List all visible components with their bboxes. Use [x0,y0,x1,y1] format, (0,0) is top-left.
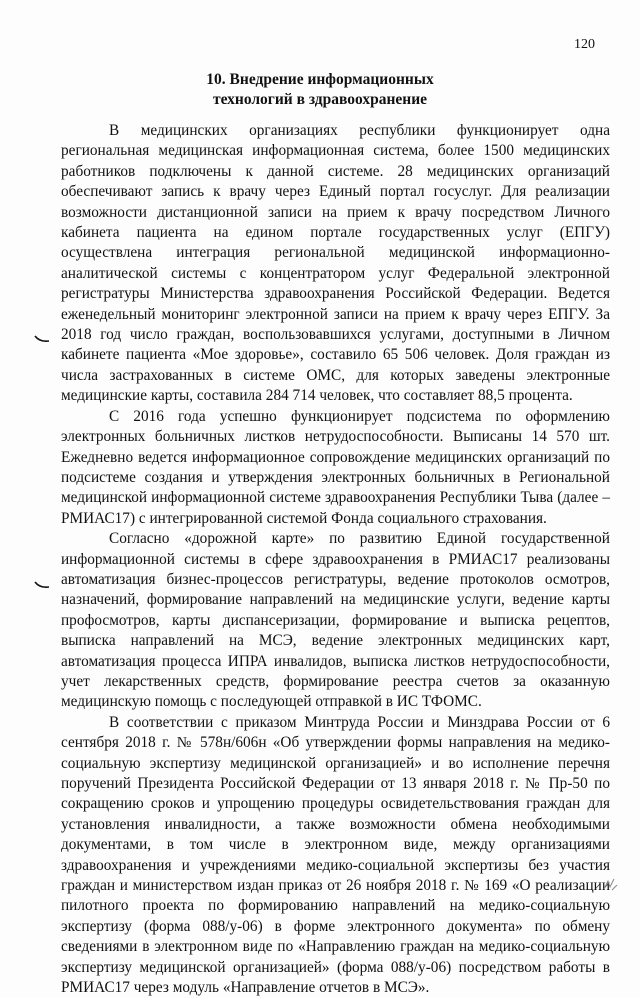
section-title-line-2: технологий в здравоохранение [212,91,428,108]
checkmark-icon [34,580,50,590]
paragraph-2: С 2016 года успешно функционирует подсистема по оформлению электронных больничных листков нетрудоспособности. Выписаны 14 570 шт. Ежедневно ведется информационное сопровождение медицинских организаций по подсистеме создания и утверждения электронных больничных в Региональной медицинской информационной системе здравоохранения Республики Тыва (далее – РМИАС17) с интегрированной системой Фонда социального страхования. [61,407,610,527]
paragraph-3: Согласно «дорожной карте» по развитию Единой государственной информационной системы в сфере здравоохранения в РМИАС17 реализованы автоматизация бизнес-процессов регистратуры, ведение протоколов осмотров, назначений, формирование направлений на медицинские услуги, ведение карты профосмотров, карты диспансеризации, формирование и выписка рецептов, выписка направлений на МСЭ, ведение электронных медицинских карт, автоматизация процесса ИПРА инвалидов, выписка листков нетрудоспособности, учет лекарственных средств, формирование реестра счетов за оказанную медицинскую помощь с последующей отправкой в ИС ТФОМС. [61,530,610,711]
scribble-icon [602,875,620,893]
checkmark-icon [34,334,50,344]
paragraph-1: В медицинских организациях республики функционирует одна региональная медицинская информационная система, более 1500 медицинских работников подключены к данной системе. 28 медицинских организаций обеспечивают запись к врачу через Единый портал госуслуг. Для реализации возможности дистанционной записи на прием к врачу посредством Личного кабинета пациента на едином портале государственных услуг (ЕПГУ) осуществлена интеграция региональной медицинской информационно-аналитической системы с концентратором услуг Федеральной электронной регистратуры Министерства здравоохранения Российской Федерации. Ведется еженедельный мониторинг электронной записи на прием к врачу через ЕПГУ. За 2018 год число граждан, воспользовавшихся услугами, доступными в Личном кабинете пациента «Мое здоровье», составило 65 506 человек. Доля граждан из числа застрахованных в системе ОМС, для которых заведены электронные медицинские карты, составила 284 714 человек, что составляет 88,5 процента. [61,122,610,405]
page-number: 120 [574,37,595,52]
paragraph-4: В соответствии с приказом Минтруда России и Минздрава России от 6 сентября 2018 г. № 578н/606н «Об утверждении формы направления на медико-социальную экспертизу медицинской организацией» и во исполнение перечня поручений Президента Российской Федерации от 13 января 2018 г. № Пр-50 по сокращению сроков и упрощению процедуры освидетельствования граждан для установления инвалидности, а также возможности обмена необходимыми документами, в том числе в электронном виде, между организациями здравоохранения и учреждениями медико-социальной экспертизы без участия граждан и министерством издан приказ от 26 ноября 2018 г. № 169 «О реализации пилотного проекта по формированию направлений на медико-социальную экспертизу (форма 088/у-06) в форме электронного документа» по обмену сведениями в электронном виде по «Направлению граждан на медико-социальную экспертизу медицинской организацией» (форма 088/у-06) посредством работы в РМИАС17 через модуль «Направление отчетов в МСЭ». [61,713,610,997]
section-title-line-1: 10. Внедрение информационных [206,71,434,88]
document-body [61,121,610,998]
section-title [0,70,640,110]
